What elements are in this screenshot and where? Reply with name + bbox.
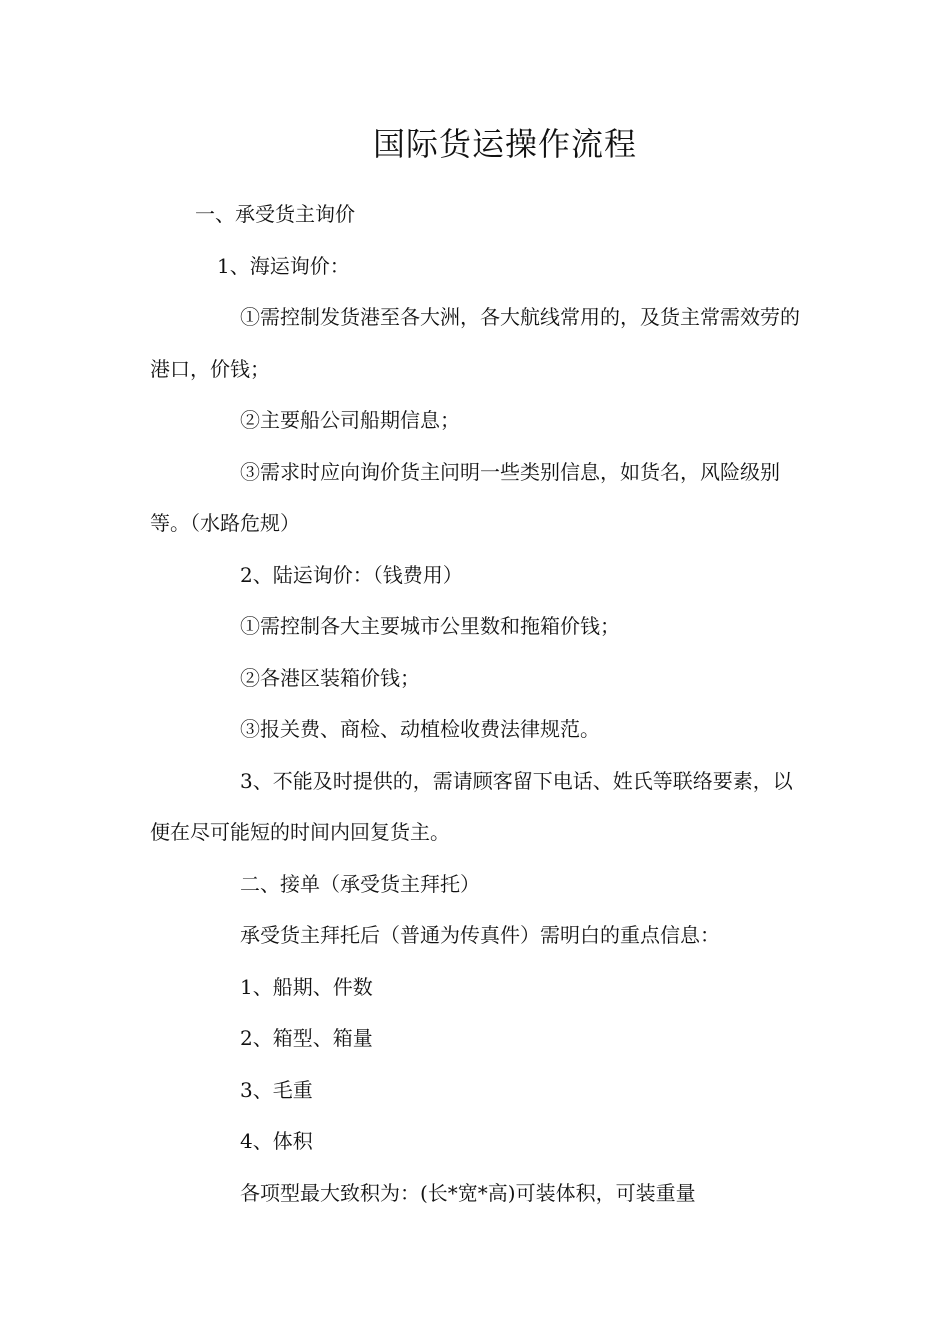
section-heading-inquiry: 一、承受货主询价: [195, 202, 355, 226]
paragraph-land-item-1: ①需控制各大主要城市公里数和拖箱价钱；: [240, 614, 620, 638]
document-title: 国际货运操作流程: [372, 125, 637, 163]
list-item-schedule: 1、船期、件数: [240, 974, 373, 999]
paragraph-order-intro: 承受货主拜托后（普通为传真件）需明白的重点信息：: [240, 923, 720, 947]
paragraph-sea-item-2: ②主要船公司船期信息；: [240, 408, 460, 432]
section-heading-order: 二、接单（承受货主拜托）: [240, 871, 480, 896]
list-item-gross-weight: 3、毛重: [240, 1077, 313, 1102]
paragraph-sea-item-3: ③需求时应向询价货主问明一些类别信息，如货名，风险级别等。（水路危规）: [150, 459, 780, 535]
list-item-volume: 4、体积: [240, 1129, 313, 1153]
paragraph-land-item-2: ②各港区装箱价钱；: [240, 665, 420, 690]
paragraph-callback: 3、不能及时提供的，需请顾客留下电话、姓氏等联络要素，以便在尽可能短的时间内回复货主。: [150, 768, 793, 844]
paragraph-sea-item-1: ①需控制发货港至各大洲，各大航线常用的，及货主常需效劳的港口，价钱；: [150, 305, 800, 381]
paragraph-capacity: 各项型最大致积为：(长*宽*高)可装体积，可装重量: [240, 1180, 696, 1205]
subheading-land-freight: 2、陆运询价：（钱费用）: [240, 562, 463, 587]
document-body: [150, 189, 800, 1219]
paragraph-land-item-3: ③报关费、商检、动植检收费法律规范。: [240, 717, 600, 741]
subheading-sea-freight: 1、海运询价：: [217, 253, 350, 278]
list-item-container: 2、箱型、箱量: [240, 1026, 373, 1050]
